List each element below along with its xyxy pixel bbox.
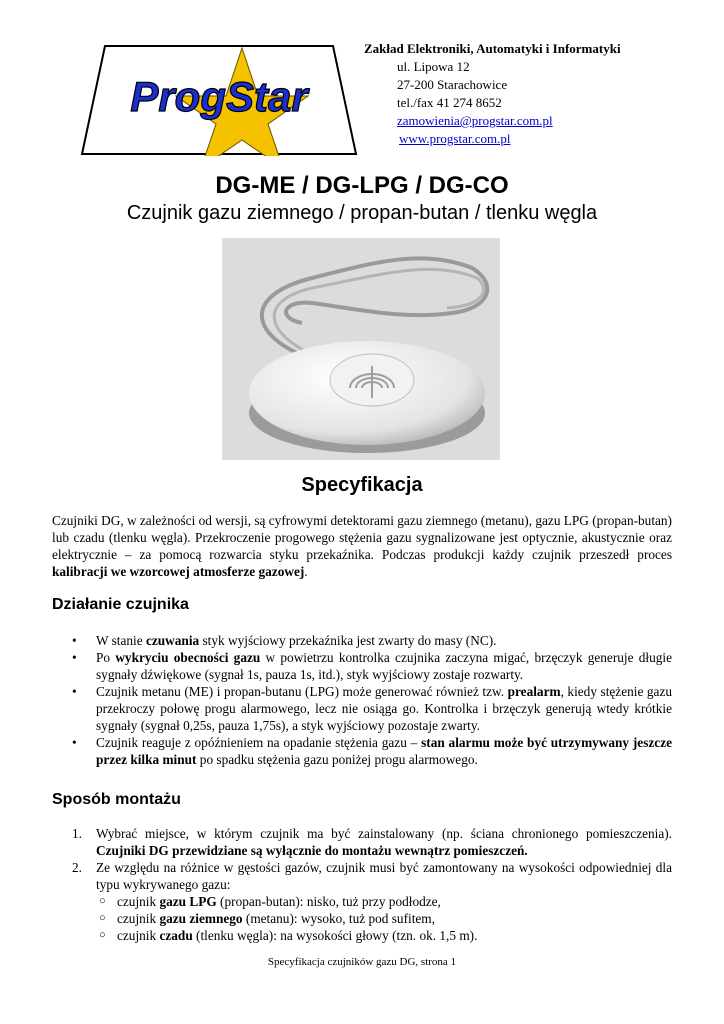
page-title: DG-ME / DG-LPG / DG-CO bbox=[215, 172, 509, 199]
list-item: ○ czujnik gazu LPG (propan-butan): nisko, tuż przy podłodze, bbox=[99, 894, 441, 909]
company-city: 27-200 Starachowice bbox=[397, 77, 508, 92]
page-subtitle: Czujnik gazu ziemnego / propan-butan / tlenku węgla bbox=[126, 202, 598, 224]
email-link[interactable]: zamowienia@progstar.com.pl bbox=[397, 113, 553, 128]
list-item: • W stanie czuwania styk wyjściowy przekaźnika jest zwarty do masy (NC). bbox=[72, 633, 497, 648]
list-item: ○ czujnik czadu (tlenku węgla): na wysokości głowy (tzn. ok. 1,5 m). bbox=[99, 928, 478, 943]
product-photo bbox=[222, 238, 500, 460]
height-list bbox=[96, 893, 672, 944]
page-footer: Specyfikacja czujników gazu DG, strona 1 bbox=[267, 956, 457, 968]
logo-text: ProgStar bbox=[130, 73, 308, 120]
step-item: 1. Wybrać miejsce, w którym czujnik ma być zainstalowany (np. ściana chronionego pomieszczenia). Czujniki DG przewidziane są wyłącznie do montażu wewnątrz pomieszczeń. bbox=[72, 826, 672, 858]
mounting-steps bbox=[52, 825, 672, 944]
operation-heading: Działanie czujnika bbox=[52, 596, 189, 613]
website-link[interactable]: www.progstar.com.pl bbox=[399, 131, 511, 146]
intro-paragraph: Czujniki DG, w zależności od wersji, są cyfrowymi detektorami gazu ziemnego (metanu), gazu LPG (propan-butan) lub czadu (tlenku węgla). Przekroczenie progowego stężenia gazu sygnalizowane jest optycznie, akustycznie oraz elektrycznie – za pomocą rozwarcia styku przekaźnika. Podczas produkcji każdy czujnik przeszedł proces kalibracji we wzorcowej atmosferze gazowej. bbox=[52, 513, 672, 579]
company-street: ul. Lipowa 12 bbox=[397, 59, 470, 74]
company-name: Zakład Elektroniki, Automatyki i Informatyki bbox=[364, 41, 621, 56]
list-item: • Po wykryciu obecności gazu w powietrzu kontrolka czujnika zaczyna migać, brzęczyk generuje długie sygnały dźwiękowe (sygnał 1s, pauza 1s, itd.), styk wyjściowy zostaje rozwarty. bbox=[72, 650, 673, 682]
company-phone: tel./fax 41 274 8652 bbox=[397, 95, 502, 110]
step-item: 2. Ze względu na różnice w gęstości gazów, czujnik musi być zamontowany na wysokości odpowiedniej dla typu wykrywanego gazu: ○ czujnik gazu LPG (propan-butan): nisko, tuż przy podłodze, ○ czujnik gazu ziemnego (metanu): wysoko, tuż pod sufitem, ○ czujnik czadu (tlenku węgla): na wysokości głowy (tzn. ok. 1,5 m). bbox=[72, 860, 672, 943]
operation-list bbox=[52, 632, 672, 768]
list-item: • Czujnik reaguje z opóźnieniem na opadanie stężenia gazu – stan alarmu może być utrzymywany jeszcze przez kilka minut po spadku stężenia gazu poniżej progu alarmowego. bbox=[72, 735, 672, 767]
progstar-logo bbox=[80, 44, 358, 156]
section-title: Specyfikacja bbox=[301, 474, 423, 496]
company-info bbox=[364, 40, 621, 148]
list-item: • Czujnik metanu (ME) i propan-butanu (LPG) może generować również tzw. prealarm, kiedy stężenie gazu przekroczy połowę progu alarmowego, lecz nie osiąga go. Kontrolka i brzęczyk generują wtedy krótkie sygnały (sygnał 0,25s, pauza 1,75s), a styk wyjściowy pozostaje zwarty. bbox=[72, 684, 672, 733]
mounting-heading: Sposób montażu bbox=[52, 791, 181, 808]
list-item: ○ czujnik gazu ziemnego (metanu): wysoko, tuż pod sufitem, bbox=[99, 911, 435, 926]
